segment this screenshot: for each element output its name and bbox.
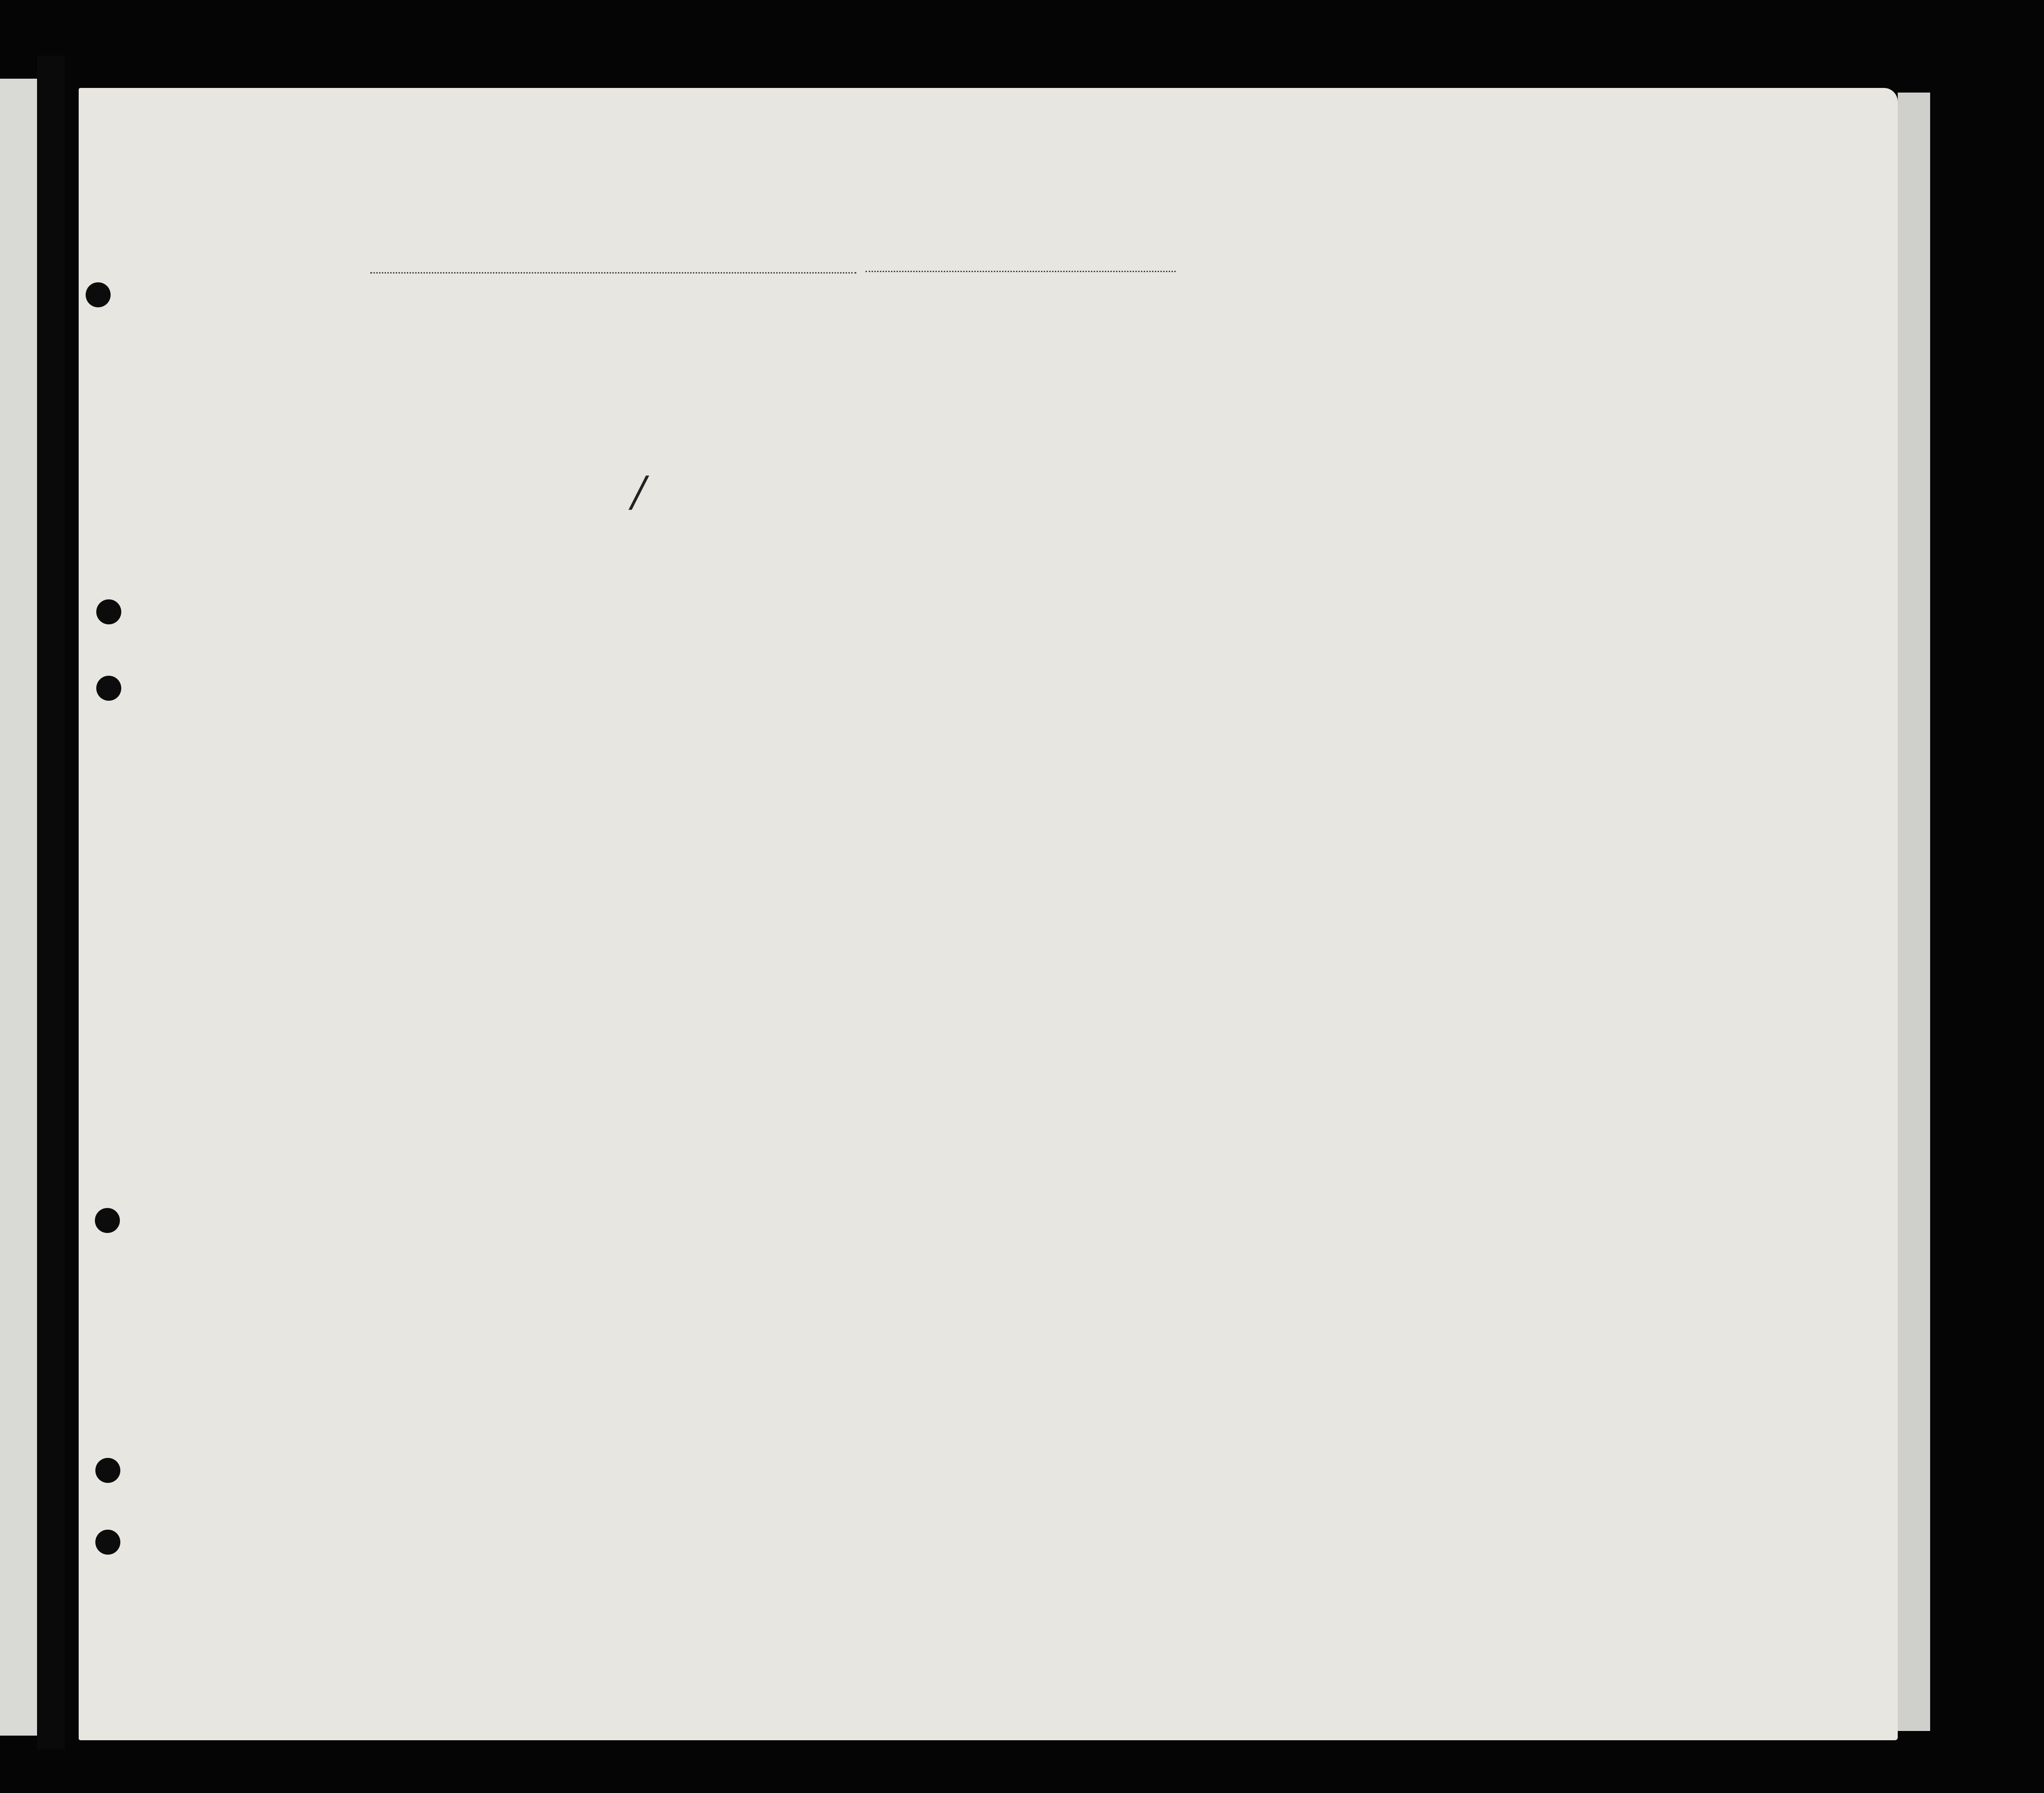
row1-check-mark: / [632, 467, 646, 516]
